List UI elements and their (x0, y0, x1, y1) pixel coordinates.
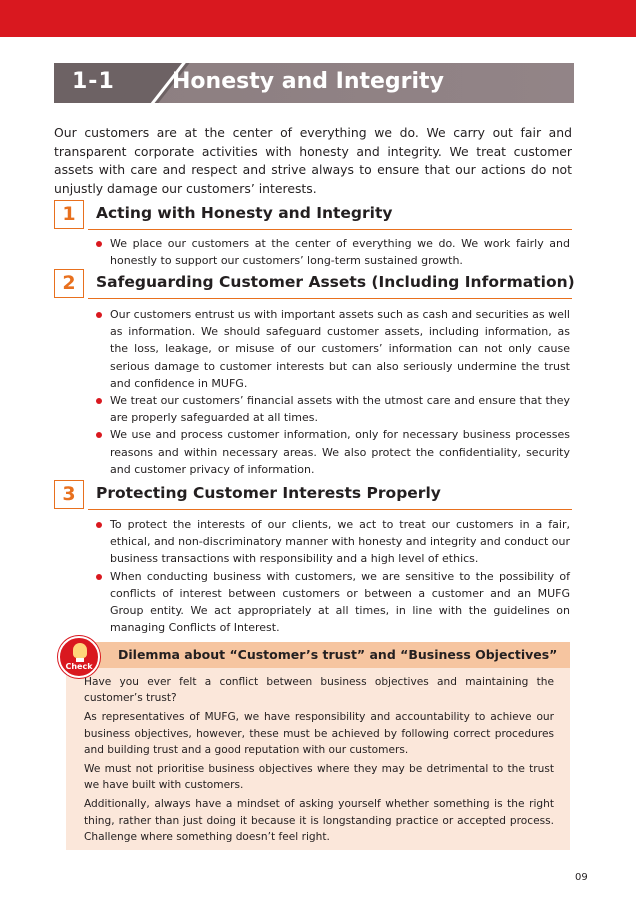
section-2-title: Safeguarding Customer Assets (Including Information) (96, 273, 575, 291)
section-1-rule (88, 229, 572, 231)
list-item: When conducting business with customers, we are sensitive to the possibility of conflicts of interest between customers or between a customer and an MUFG Group entity. We act appropriately at all times, in line with the guidelines on managing Conflicts of Interest. (94, 568, 570, 637)
section-1-bullets (94, 235, 570, 269)
check-paragraph: We must not prioritise business objectives where they may be detrimental to the trust we have built with customers. (84, 763, 554, 792)
section-1-heading (54, 200, 572, 230)
page-number: 09 (575, 872, 588, 883)
check-paragraph: Additionally, always have a mindset of asking yourself whether something is the right thing, rather than just doing it because it is longstanding practice or accepted process. Challenge where something doesn’t feel right. (84, 798, 554, 843)
list-item: We place our customers at the center of everything we do. We work fairly and honestly to support our customers’ long-term sustained growth. (94, 235, 570, 269)
check-paragraph: As representatives of MUFG, we have responsibility and accountability to achieve our business objectives, however, these must be achieved by following correct procedures and building trust and a good reputation with our customers. (84, 711, 554, 756)
section-3-title: Protecting Customer Interests Properly (96, 484, 441, 502)
list-item: We treat our customers’ financial assets with the utmost care and ensure that they are properly safeguarded at all times. (94, 392, 570, 426)
top-brand-bar (0, 0, 636, 37)
list-item: Our customers entrust us with important assets such as cash and securities as well as information. We should safeguard customer assets, including information, as the loss, leakage, or misuse of our customers’ information can not only cause serious damage to customer interests but can also seriously undermine the trust and confidence in MUFG. (94, 306, 570, 392)
check-title: Dilemma about “Customer’s trust” and “Business Objectives” (118, 647, 558, 662)
section-2-heading (54, 269, 575, 299)
list-item: To protect the interests of our clients, we act to treat our customers in a fair, ethical, and non-discriminatory manner with honesty and integrity and conduct our business transactions with responsibility and a high level of ethics. (94, 516, 570, 568)
section-3-rule (88, 509, 572, 511)
check-panel (66, 642, 570, 850)
check-paragraph: Have you ever felt a conflict between business objectives and maintaining the customer’s trust? (84, 676, 554, 705)
check-header (66, 642, 570, 668)
list-item: We use and process customer information, only for necessary business processes reasons and within necessary areas. We also protect the confidentiality, security and customer privacy of information. (94, 426, 570, 478)
section-2-bullets (94, 306, 570, 478)
check-body (84, 674, 554, 848)
lightbulb-icon (73, 643, 87, 658)
section-3-heading (54, 480, 572, 510)
chapter-title: Honesty and Integrity (172, 69, 444, 94)
section-3-bullets (94, 516, 570, 636)
section-2-rule (88, 298, 572, 300)
chapter-banner (54, 63, 574, 103)
section-3-number: 3 (54, 480, 84, 509)
section-2-number: 2 (54, 269, 84, 298)
section-1-title: Acting with Honesty and Integrity (96, 204, 393, 222)
check-badge (58, 636, 100, 678)
intro-paragraph: Our customers are at the center of everything we do. We carry out fair and transparent corporate activities with honesty and integrity. We treat customer assets with care and respect and strive always to ensure that our actions do not unjustly damage our customers’ interests. (54, 125, 572, 196)
section-1-number: 1 (54, 200, 84, 229)
check-badge-label: Check (65, 662, 93, 671)
chapter-number: 1-1 (72, 69, 115, 94)
